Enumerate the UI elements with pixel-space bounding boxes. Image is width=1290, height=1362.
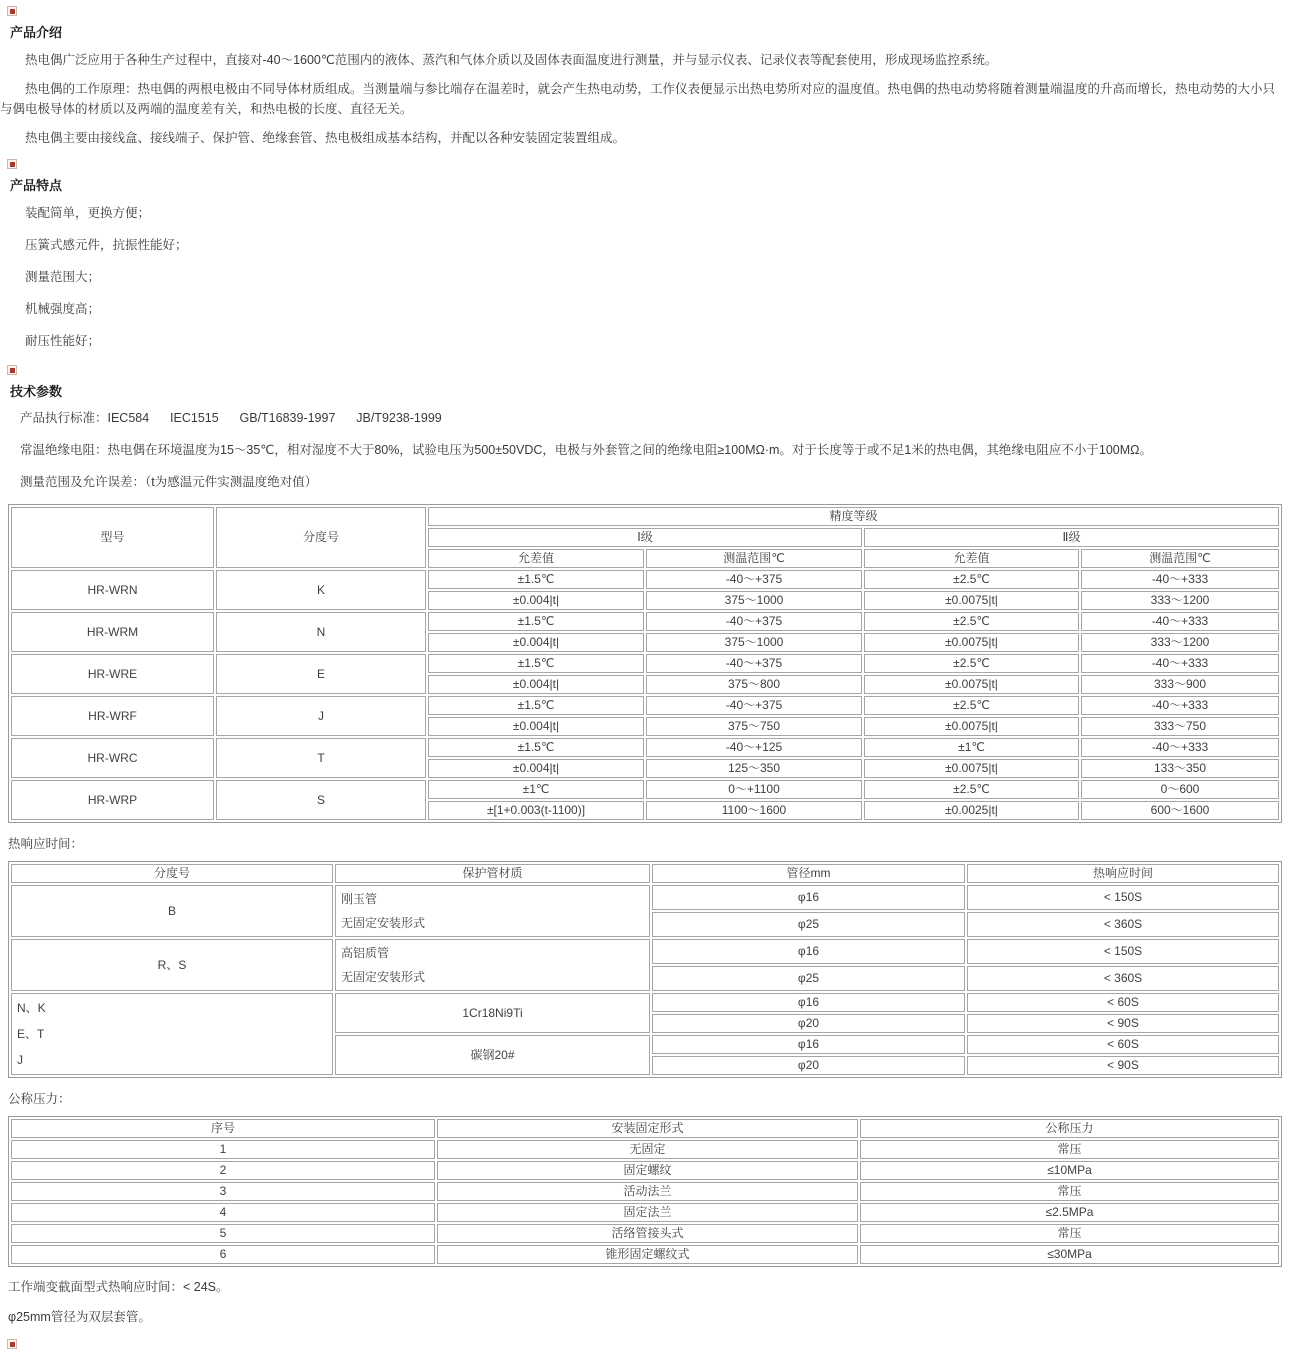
table-cell: ≤2.5MPa [860,1203,1279,1222]
table-cell: < 60S [967,1035,1279,1054]
table-cell: 4 [11,1203,435,1222]
table-cell: ≤10MPa [860,1161,1279,1180]
table-cell: 锥形固定螺纹式 [437,1245,858,1264]
table-cell: ±0.004|t| [428,717,644,736]
table-cell: ±2.5℃ [864,612,1079,631]
table-cell: 0～600 [1081,780,1279,799]
table-cell: 333～1200 [1081,633,1279,652]
material-line: 无固定安装形式 [341,916,426,931]
cell-material [335,939,650,991]
table-cell: ±[1+0.003(t-1100)] [428,801,644,820]
column-header-response-time: 热响应时间 [967,864,1279,883]
intro-paragraph: 热电偶主要由接线盒、接线端子、保护管、绝缘套管、热电极组成基本结构，并配以各种安装固定装置组成。 [25,131,626,145]
cell-model: HR-WRN [11,570,214,610]
response-table [8,861,1282,1078]
table-cell: 常压 [860,1182,1279,1201]
table-cell: 333～750 [1081,717,1279,736]
accuracy-table [8,504,1282,823]
table-cell: 固定法兰 [437,1203,858,1222]
table-cell: < 90S [967,1014,1279,1033]
broken-image-icon [7,6,17,16]
table-cell: 常压 [860,1224,1279,1243]
table-cell: ±0.0075|t| [864,717,1079,736]
column-header-material: 保护管材质 [335,864,650,883]
table-row [11,738,1279,757]
table-cell: ±0.0075|t| [864,759,1079,778]
table-cell: ±0.0075|t| [864,591,1079,610]
table-row [11,939,1279,964]
broken-image-icon [7,1339,17,1349]
table-row [11,1161,1279,1180]
table-cell: < 60S [967,993,1279,1012]
feature-item: 机械强度高； [25,302,101,316]
table-cell: < 360S [967,912,1279,937]
table-cell: ±0.004|t| [428,633,644,652]
table-cell: ±2.5℃ [864,696,1079,715]
table-cell: < 150S [967,885,1279,910]
table-cell: ±2.5℃ [864,654,1079,673]
table-cell: ±1.5℃ [428,612,644,631]
broken-image-icon [7,159,17,169]
table-row [11,654,1279,673]
table-cell: ±0.0075|t| [864,675,1079,694]
table-cell: 1100～1600 [646,801,862,820]
material-line: 刚玉管 [341,892,378,907]
column-header-class2: Ⅱ级 [864,528,1279,547]
table-row [11,1245,1279,1264]
cell-graduation: B [11,885,333,937]
table-cell: 600～1600 [1081,801,1279,820]
cell-model: HR-WRM [11,612,214,652]
table-row [11,1224,1279,1243]
features-heading: 产品特点 [10,178,63,193]
column-header-model: 型号 [11,507,214,568]
table-cell: ±1.5℃ [428,696,644,715]
cell-graduation: N [216,612,426,652]
graduation-line: N、K [17,1001,46,1016]
table-cell: < 90S [967,1056,1279,1075]
table-row [11,1203,1279,1222]
table-cell: ±1.5℃ [428,654,644,673]
table-row [11,1119,1279,1138]
column-header-graduation: 分度号 [11,864,333,883]
table-cell: ±0.004|t| [428,675,644,694]
table-cell: ±2.5℃ [864,570,1079,589]
table-cell: ±0.004|t| [428,759,644,778]
pressure-table-label: 公称压力： [8,1092,71,1107]
table-cell: -40～+333 [1081,570,1279,589]
table-cell: 2 [11,1161,435,1180]
feature-item: 测量范围大； [25,270,101,284]
table-cell: 活络管接头式 [437,1224,858,1243]
tech-heading: 技术参数 [10,384,63,399]
tech-standard-line: 产品执行标准：IEC584 IEC1515 GB/T16839-1997 JB/T9238-1999 [20,411,442,425]
column-header-class1: Ⅰ级 [428,528,862,547]
table-cell: 375～1000 [646,633,862,652]
sleeve-note: φ25mm管径为双层套管。 [8,1310,151,1325]
table-cell: 无固定 [437,1140,858,1159]
table-cell: -40～+333 [1081,654,1279,673]
table-cell: ±0.0075|t| [864,633,1079,652]
table-cell: -40～+375 [646,570,862,589]
column-header-diameter: 管径mm [652,864,965,883]
table-cell: 常压 [860,1140,1279,1159]
table-cell: φ16 [652,1035,965,1054]
table-cell: 333～900 [1081,675,1279,694]
tech-insulation-line: 常温绝缘电阻：热电偶在环境温度为15～35℃，相对湿度不大于80%，试验电压为500±50VDC，电极与外套管之间的绝缘电阻≥100MΩ·m。对于长度等于或不足1米的热电偶，其绝缘电阻应不小于100MΩ。 [20,442,1152,457]
intro-paragraph: 热电偶广泛应用于各种生产过程中，直接对-40～1600℃范围内的液体、蒸汽和气体介质以及固体表面温度进行测量，并与显示仪表、记录仪表等配套使用，形成现场监控系统。 [25,53,998,67]
table-cell: ±0.004|t| [428,591,644,610]
table-cell: φ20 [652,1056,965,1075]
feature-item: 耐压性能好； [25,334,101,348]
material-line: 高铝质管 [341,946,390,961]
column-header-graduation: 分度号 [216,507,426,568]
cell-model: HR-WRF [11,696,214,736]
broken-image-icon [7,365,17,375]
column-header-tolerance: 允差值 [428,549,644,568]
cell-graduation: T [216,738,426,778]
cell-material [335,885,650,937]
column-header-range: 测温范围℃ [646,549,862,568]
response-note: 工作端变截面型式热响应时间：< 24S。 [8,1280,229,1295]
table-row [11,885,1279,910]
tech-range-line: 测量范围及允许误差：（t为感温元件实测温度绝对值） [20,474,318,489]
table-row [11,696,1279,715]
cell-model: HR-WRE [11,654,214,694]
pressure-table [8,1116,1282,1267]
table-cell: ±1.5℃ [428,570,644,589]
table-row [11,507,1279,526]
table-cell: φ16 [652,939,965,964]
cell-graduation: R、S [11,939,333,991]
column-header-range: 测温范围℃ [1081,549,1279,568]
table-cell: ±1.5℃ [428,738,644,757]
table-cell: 5 [11,1224,435,1243]
table-row [11,570,1279,589]
table-cell: 375～750 [646,717,862,736]
cell-graduation: E [216,654,426,694]
table-cell: 固定螺纹 [437,1161,858,1180]
table-cell: -40～+333 [1081,696,1279,715]
table-cell: ±0.0025|t| [864,801,1079,820]
table-cell: φ20 [652,1014,965,1033]
table-cell: -40～+333 [1081,738,1279,757]
column-header-mounting: 安装固定形式 [437,1119,858,1138]
cell-material: 1Cr18Ni9Ti [335,993,650,1033]
table-cell: -40～+375 [646,612,862,631]
cell-graduation: J [216,696,426,736]
table-cell: φ16 [652,993,965,1012]
feature-item: 装配简单，更换方便； [25,206,151,220]
cell-material: 碳钢20# [335,1035,650,1075]
intro-paragraph: 热电偶的工作原理：热电偶的两根电极由不同导体材质组成。当测量端与参比端存在温差时，就会产生热电动势，工作仪表便显示出热电势所对应的温度值。热电偶的热电动势将随着测量端温度的升高而增长，热电动势的大小只与偶电极导体的材质以及两端的温度差有关，和热电极的长度、直径无关。 [0,82,1276,116]
cell-graduation: S [216,780,426,820]
column-header-index: 序号 [11,1119,435,1138]
graduation-line: E、T [17,1027,45,1042]
table-cell: 375～1000 [646,591,862,610]
table-cell: < 360S [967,966,1279,991]
table-row [11,780,1279,799]
table-cell: -40～+375 [646,654,862,673]
cell-graduation-group [11,993,333,1075]
table-cell: 133～350 [1081,759,1279,778]
table-cell: 333～1200 [1081,591,1279,610]
table-cell: 0～+1100 [646,780,862,799]
table-cell: 125～350 [646,759,862,778]
column-header-tolerance: 允差值 [864,549,1079,568]
column-header-pressure: 公称压力 [860,1119,1279,1138]
table-cell: φ25 [652,912,965,937]
table-cell: ±1℃ [428,780,644,799]
table-cell: < 150S [967,939,1279,964]
table-row [11,864,1279,883]
cell-model: HR-WRP [11,780,214,820]
table-row [11,1182,1279,1201]
column-header-accuracy: 精度等级 [428,507,1279,526]
cell-graduation: K [216,570,426,610]
table-cell: ±1℃ [864,738,1079,757]
table-cell: -40～+333 [1081,612,1279,631]
table-cell: 1 [11,1140,435,1159]
table-cell: -40～+375 [646,696,862,715]
table-row [11,612,1279,631]
table-cell: 375～800 [646,675,862,694]
table-cell: ±2.5℃ [864,780,1079,799]
table-row [11,993,1279,1012]
intro-heading: 产品介绍 [10,25,63,40]
table-cell: -40～+125 [646,738,862,757]
response-table-label: 热响应时间： [8,837,84,852]
table-cell: 活动法兰 [437,1182,858,1201]
graduation-line: J [17,1053,23,1068]
table-cell: ≤30MPa [860,1245,1279,1264]
table-row [11,1140,1279,1159]
feature-item: 压簧式感元件，抗振性能好； [25,238,188,252]
table-cell: 6 [11,1245,435,1264]
table-cell: φ16 [652,885,965,910]
table-cell: φ25 [652,966,965,991]
table-cell: 3 [11,1182,435,1201]
material-line: 无固定安装形式 [341,970,426,985]
cell-model: HR-WRC [11,738,214,778]
